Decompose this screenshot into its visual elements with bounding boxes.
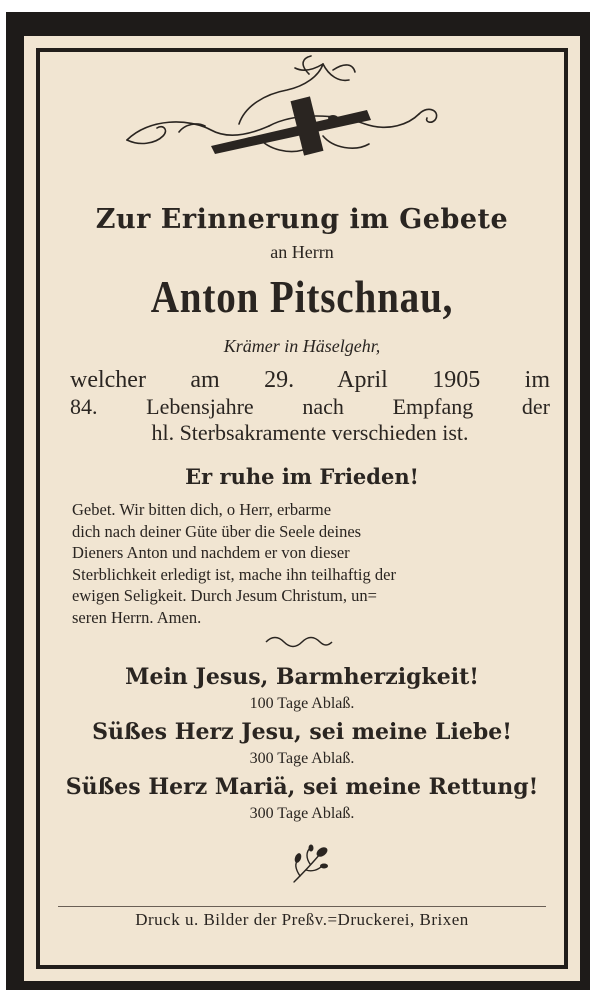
death-line-3: hl. Sterbsakramente verschieden ist. xyxy=(151,420,469,445)
memorial-card xyxy=(6,12,590,990)
memorial-heading: Zur Erinnerung im Gebete xyxy=(95,204,509,235)
recipient-prefix: an Herrn xyxy=(270,242,334,262)
death-line-2: 84. Lebensjahre nach Empfang der xyxy=(70,394,550,419)
occupation: Krämer in Häselgehr, xyxy=(223,336,381,356)
indulgence-3: 300 Tage Ablaß. xyxy=(249,805,355,822)
card-paper xyxy=(24,36,580,981)
prayer-text: Gebet. Wir bitten dich, o Herr, erbarme dich nach deiner Güte über die Seele deines Dieners Anton und nachdem er von dieser Sterblichkeit erledigt ist, mache ihn teilhaftig der ewigen Seligkeit. Durch Jesum Christum, un= seren Herrn. Amen. xyxy=(72,500,396,627)
ejaculation-1: Mein Jesus, Barmherzigkeit! xyxy=(125,664,479,690)
ejaculation-3: Süßes Herz Mariä, sei meine Rettung! xyxy=(65,774,539,800)
flower-vignette-icon xyxy=(288,844,332,886)
cross-lily-ornament-icon xyxy=(119,54,449,159)
indulgence-1: 100 Tage Ablaß. xyxy=(249,695,355,712)
deceased-name: Anton Pitschnau, xyxy=(150,271,454,322)
printer-imprint: Druck u. Bilder der Preßv.=Druckerei, Brixen xyxy=(135,910,469,929)
wave-divider-icon xyxy=(264,634,334,648)
ejaculation-2: Süßes Herz Jesu, sei meine Liebe! xyxy=(92,719,512,745)
indulgence-2: 300 Tage Ablaß. xyxy=(249,750,355,767)
rest-in-peace: Er ruhe im Frieden! xyxy=(185,464,419,489)
death-line-1: welcher am 29. April 1905 im xyxy=(70,367,550,393)
card-content xyxy=(24,36,580,981)
footer-rule xyxy=(58,906,546,907)
